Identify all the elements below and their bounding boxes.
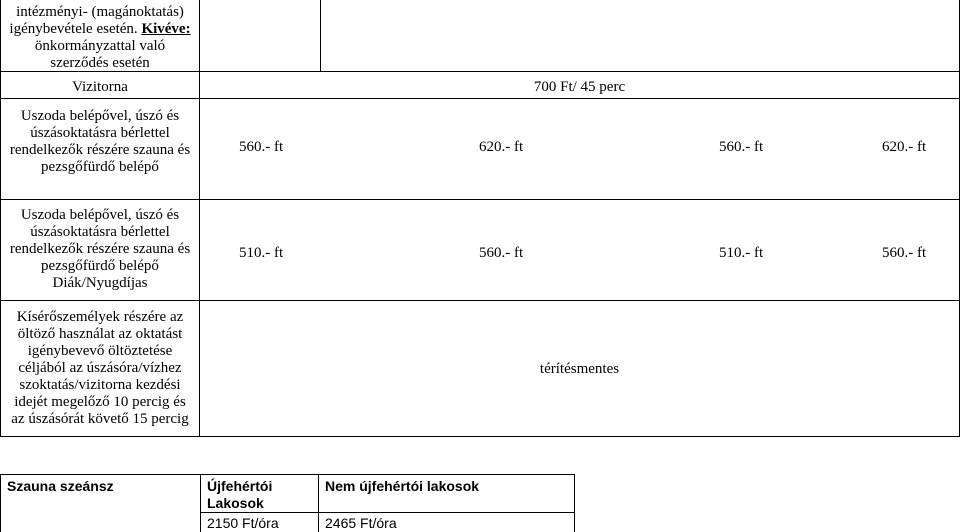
column-divider — [0, 474, 1, 532]
sauna-header: Szauna szeánsz — [7, 478, 114, 494]
price-cell: 560.- ft — [239, 139, 284, 155]
row4-description: Kísérőszemélyek részére az öltöző használat az oktatást igénybevevő öltöztetése céljából az úszásóra/vízhez szoktatás/vizitorna kezdési idejét megelőző 10 percig és az úszásórát követő 15 percig — [11, 309, 189, 427]
non-resident-price: 2465 Ft/óra — [325, 515, 397, 531]
price-cell: 510.- ft — [239, 245, 284, 261]
price-cell: 510.- ft — [719, 245, 764, 261]
row-divider — [0, 436, 960, 437]
price-cell: 560.- ft — [719, 139, 764, 155]
row-divider — [0, 300, 960, 301]
column-divider — [200, 474, 201, 532]
column-divider — [318, 474, 319, 532]
row0-description: intézményi- (magánoktatás) igénybevétele esetén. Kivéve: önkormányzattal való szerződés esetén — [9, 4, 191, 71]
price-cell: 620.- ft — [479, 139, 524, 155]
row-divider — [0, 199, 960, 200]
vizitorna-label: Vizitorna — [72, 79, 128, 95]
column-divider — [320, 0, 321, 72]
ujfeherto-residents-header: Újfehértói Lakosok — [207, 478, 273, 511]
row-divider — [0, 98, 960, 99]
row-divider — [0, 474, 575, 475]
vizitorna-price: 700 Ft/ 45 perc — [533, 79, 626, 95]
free-of-charge-text: térítésmentes — [539, 361, 620, 377]
price-cell: 620.- ft — [882, 139, 927, 155]
row2-description: Uszoda belépővel, úszó és úszásoktatásra bérlettel rendelkezők részére szauna és pezsgőfürdő belépő — [9, 108, 191, 175]
column-divider — [574, 474, 575, 532]
resident-price: 2150 Ft/óra — [207, 515, 279, 531]
price-cell: 560.- ft — [882, 245, 927, 261]
row-divider — [200, 512, 575, 513]
kiveve-label: Kivéve: — [141, 21, 191, 37]
non-residents-header: Nem újfehértói lakosok — [325, 478, 480, 494]
row3-description: Uszoda belépővel, úszó és úszásoktatásra bérlettel rendelkezők részére szauna és pezsgőfürdő belépő Diák/Nyugdíjas — [9, 207, 191, 291]
price-cell: 560.- ft — [479, 245, 524, 261]
